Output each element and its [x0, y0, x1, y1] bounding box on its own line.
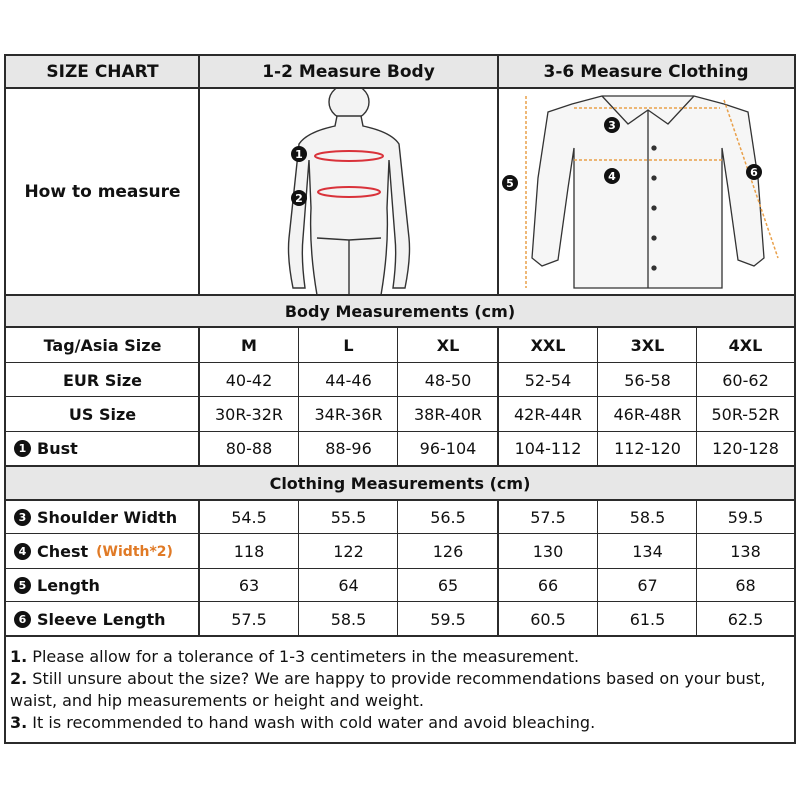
marker-6-icon: 6 [14, 611, 31, 628]
size-header-3xl: 3XL [630, 335, 665, 355]
divider [497, 326, 499, 466]
table-cell: 42R-44R [513, 405, 583, 424]
table-cell: 59.5 [430, 609, 466, 629]
row-label-text: EUR Size [63, 370, 142, 390]
divider [5, 294, 795, 296]
marker-1-icon: 1 [14, 440, 31, 457]
table-cell: 50R-52R [711, 405, 780, 424]
size-chart-title: SIZE CHART [6, 56, 199, 88]
table-cell: 65 [437, 576, 459, 595]
clothing-row-label [6, 500, 199, 534]
divider [5, 568, 795, 569]
divider [696, 326, 697, 466]
measure-clothing-number: 3-6 [543, 62, 575, 82]
divider [5, 87, 795, 89]
row-label-text: Shoulder Width [37, 507, 178, 527]
divider [198, 326, 200, 466]
note-3: 3. It is recommended to hand wash with cold water and avoid bleaching. [10, 713, 596, 732]
body-row-label [6, 432, 199, 465]
table-cell: 38R-40R [413, 405, 483, 424]
divider [198, 55, 200, 295]
table-cell: 67 [637, 576, 658, 595]
marker-3-icon: 3 [14, 509, 31, 526]
table-cell: 58.5 [629, 507, 666, 527]
table-cell: 130 [532, 542, 564, 561]
shirt-diagram [498, 88, 794, 295]
shirt-outline-icon [532, 96, 764, 288]
tag-size-label: Tag/Asia Size [43, 335, 162, 355]
row-label-text: Bust [37, 439, 78, 458]
table-cell: 61.5 [629, 609, 666, 629]
divider [497, 55, 499, 295]
table-cell: 68 [735, 576, 756, 595]
marker-3-icon [604, 117, 620, 133]
measure-clothing-header [498, 56, 794, 88]
table-cell: 40-42 [225, 370, 273, 390]
table-cell: 138 [730, 542, 761, 561]
table-cell: 63 [238, 576, 260, 595]
table-cell: 57.5 [530, 507, 566, 527]
table-cell: 120-128 [712, 439, 779, 458]
table-cell: 59.5 [727, 507, 764, 527]
table-cell: 66 [537, 576, 559, 595]
marker-1-icon [291, 146, 307, 162]
divider [5, 431, 795, 432]
marker-4-icon: 4 [14, 543, 31, 560]
divider [5, 533, 795, 534]
divider [298, 326, 299, 466]
clothing-row-label [6, 569, 199, 602]
body-outline-icon [289, 88, 410, 295]
divider [696, 499, 697, 636]
marker-6-icon [746, 164, 762, 180]
clothing-measurements-title: Clothing Measurements (cm) [6, 466, 794, 500]
divider [5, 635, 795, 637]
divider [198, 499, 200, 636]
table-cell: 64 [338, 576, 359, 595]
measure-body-label: Measure Body [298, 62, 435, 82]
body-row-label [6, 397, 199, 432]
clothing-row-label [6, 602, 199, 636]
table-cell: 96-104 [419, 439, 477, 458]
measure-clothing-label: Measure Clothing [580, 62, 749, 82]
size-header-m: M [241, 335, 257, 355]
divider [5, 326, 795, 328]
divider [5, 396, 795, 397]
divider [597, 326, 598, 466]
table-cell: 54.5 [231, 507, 267, 527]
row-label-text: Chest [37, 542, 89, 561]
svg-text:4: 4 [608, 170, 616, 183]
table-cell: 30R-32R [214, 405, 284, 424]
table-cell: 56-58 [624, 370, 671, 390]
table-cell: 57.5 [231, 609, 267, 629]
row-label-text: Sleeve Length [37, 609, 166, 629]
table-cell: 126 [432, 542, 464, 561]
table-cell: 118 [233, 542, 265, 561]
table-cell: 112-120 [614, 439, 681, 458]
size-header-xl: XL [436, 335, 460, 355]
marker-4-icon [604, 168, 620, 184]
table-cell: 122 [333, 542, 364, 561]
divider [298, 499, 299, 636]
table-cell: 134 [632, 542, 663, 561]
table-cell: 88-96 [325, 439, 372, 458]
size-header-xxl: XXL [530, 335, 566, 355]
marker-2-icon [291, 190, 307, 206]
size-header-4xl: 4XL [728, 335, 763, 355]
body-measurements-title: Body Measurements (cm) [6, 295, 794, 327]
clothing-row-label [6, 534, 199, 569]
svg-text:2: 2 [295, 192, 303, 205]
table-cell: 52-54 [524, 370, 572, 390]
row-label-text: US Size [68, 405, 137, 424]
divider [5, 362, 795, 363]
table-cell: 104-112 [514, 439, 582, 458]
note-2: 2. Still unsure about the size? We are happy to provide recommendations based on your bust, waist, and hip measurements or height and weight. [10, 669, 766, 710]
row-label-text: Length [37, 576, 100, 595]
measure-body-header [199, 56, 498, 88]
table-cell: 56.5 [430, 507, 466, 527]
body-row-label [6, 363, 199, 397]
marker-5-icon [502, 175, 518, 191]
how-to-measure-label: How to measure [24, 181, 181, 202]
svg-text:1: 1 [295, 148, 303, 161]
table-cell: 58.5 [330, 609, 367, 629]
table-cell: 48-50 [424, 370, 472, 390]
table-cell: 46R-48R [613, 405, 682, 424]
table-cell: 44-46 [325, 370, 372, 390]
divider [497, 499, 499, 636]
divider [5, 601, 795, 602]
svg-text:6: 6 [750, 166, 758, 179]
notes-section [10, 646, 790, 734]
table-cell: 60-62 [722, 370, 769, 390]
table-cell: 34R-36R [314, 405, 383, 424]
measure-body-number: 1-2 [262, 62, 293, 82]
size-header-l: L [343, 335, 354, 355]
chest-width-note: (Width*2) [96, 543, 173, 560]
divider [5, 499, 795, 501]
svg-text:5: 5 [506, 177, 514, 190]
note-1: 1. Please allow for a tolerance of 1-3 centimeters in the measurement. [10, 647, 580, 666]
body-diagram [199, 88, 498, 295]
table-cell: 55.5 [330, 507, 367, 527]
table-cell: 60.5 [530, 609, 566, 629]
divider [397, 499, 398, 636]
divider [597, 499, 598, 636]
svg-text:3: 3 [608, 119, 616, 132]
marker-5-icon: 5 [14, 577, 31, 594]
divider [397, 326, 398, 466]
table-cell: 62.5 [727, 609, 764, 629]
table-cell: 80-88 [225, 439, 273, 458]
divider [5, 465, 795, 467]
